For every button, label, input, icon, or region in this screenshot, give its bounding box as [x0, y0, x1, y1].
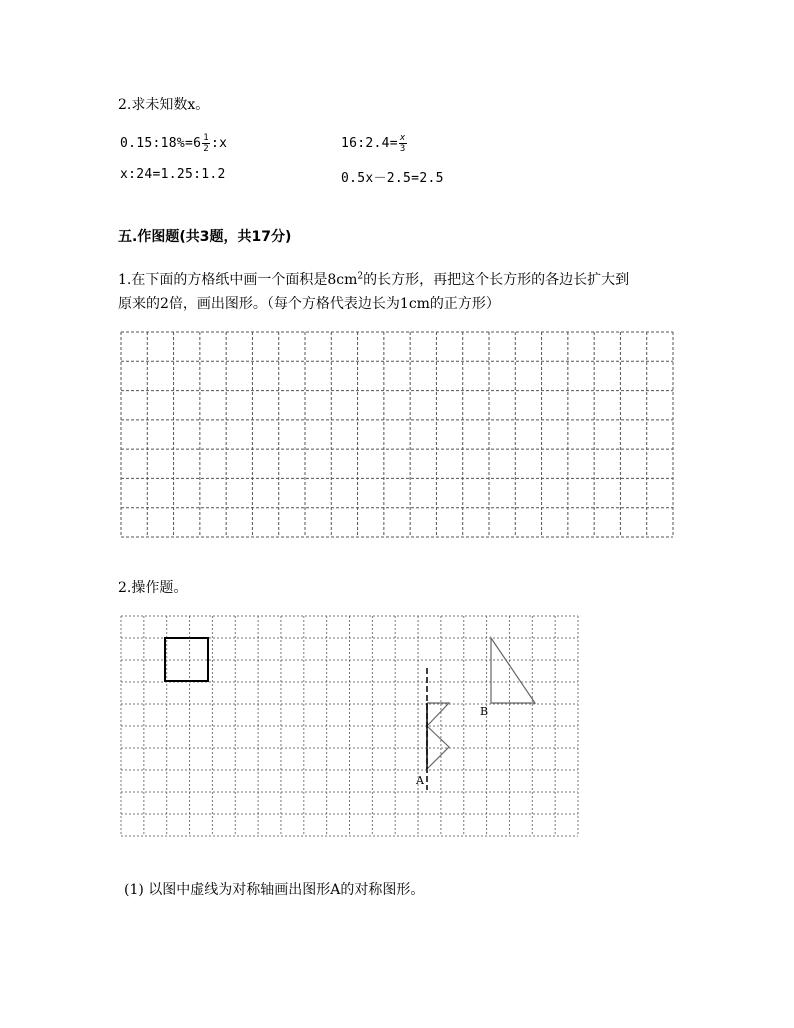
equation-2-prefix: 16:2.4=: [341, 136, 398, 151]
question-2-title: 2.操作题。: [118, 580, 188, 596]
triangle-b: [491, 638, 535, 703]
equation-3: x:24=1.25:1.2: [120, 167, 226, 182]
equation-4: 0.5x－2.5=2.5: [341, 171, 444, 186]
fraction-denominator: 3: [399, 144, 406, 154]
fraction: [202, 133, 210, 154]
sub-question-1: (1) 以图中虚线为对称轴画出图形A的对称图形。: [124, 882, 425, 898]
shape-a-lower: [427, 726, 449, 769]
question-1-line-2: 原来的2倍，画出图形。（每个方格代表边长为1cm的正方形）: [118, 296, 500, 312]
shape-a-upper: [427, 703, 449, 726]
fraction-denominator: 2: [203, 144, 209, 154]
equation-2: [341, 133, 408, 154]
fraction-numerator: x: [399, 133, 406, 143]
fraction: [399, 133, 407, 154]
question-1-line-1: [118, 269, 629, 289]
square-shape: [165, 638, 208, 681]
label-a: A: [416, 774, 424, 787]
equation-1-prefix: 0.15:18%=6: [120, 136, 202, 151]
superscript: 2: [357, 271, 364, 282]
question-1-text-b: 的长方形，再把这个长方形的各边长扩大到: [363, 272, 630, 288]
question-title: 2.求未知数x。: [118, 97, 210, 113]
equation-1-suffix: :x: [211, 136, 228, 151]
fraction-numerator: 1: [203, 133, 209, 143]
question-1-text-a: 1.在下面的方格纸中画一个面积是8cm: [118, 272, 358, 288]
equation-1: [120, 133, 227, 154]
section-heading: 五.作图题(共3题，共17分): [118, 229, 292, 245]
label-b: B: [480, 705, 489, 718]
